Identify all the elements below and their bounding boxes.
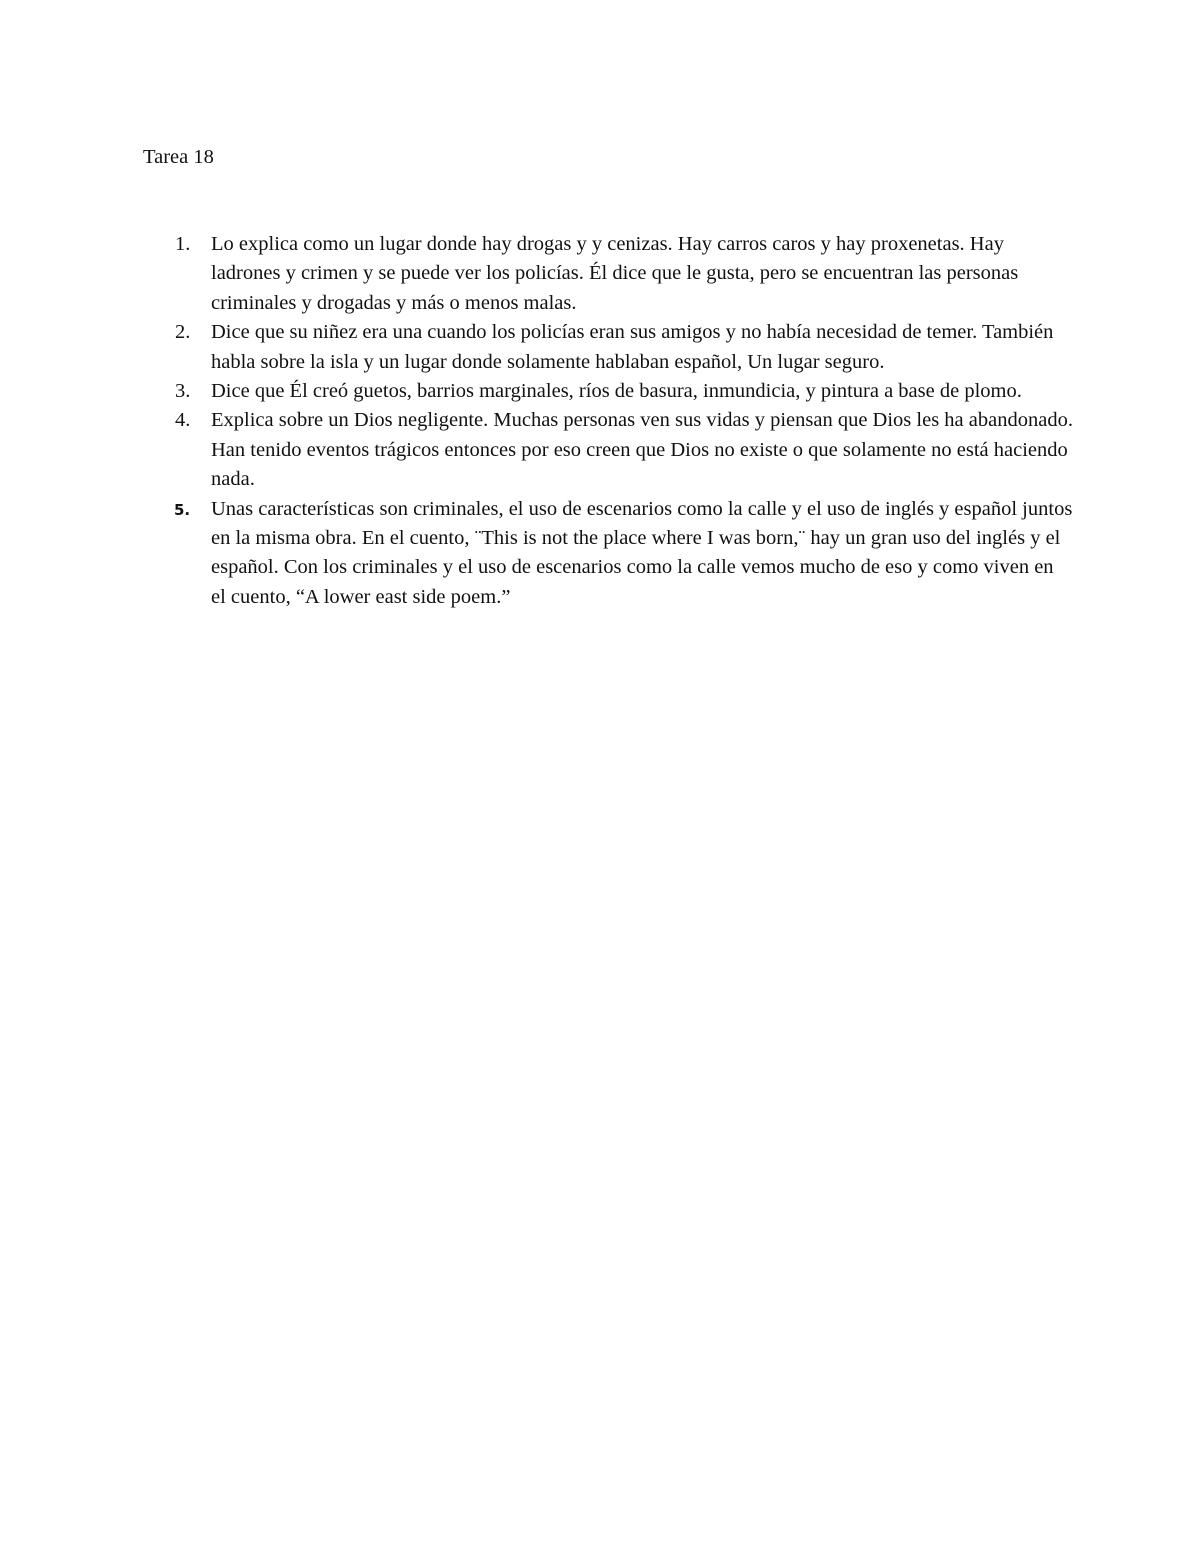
answer-item-1 <box>143 230 1073 318</box>
answer-number: 3. <box>175 380 191 403</box>
answer-list <box>143 230 1073 612</box>
answer-item-2 <box>143 318 1073 377</box>
answer-number: 2. <box>175 321 191 344</box>
answer-text: Dice que su niñez era una cuando los policías eran sus amigos y no había necesidad de temer. También habla sobre la isla y un lugar donde solamente hablaban español, Un lugar seguro. <box>211 321 1054 373</box>
answer-item-3 <box>143 377 1073 406</box>
answer-text: Lo explica como un lugar donde hay drogas y y cenizas. Hay carros caros y hay proxenetas. Hay ladrones y crimen y se puede ver los policías. Él dice que le gusta, pero se encuentran las personas criminales y drogadas y más o menos malas. <box>211 233 1019 314</box>
answer-text: Explica sobre un Dios negligente. Muchas personas ven sus vidas y piensan que Dios les ha abandonado. Han tenido eventos trágicos entonces por eso creen que Dios no existe o que solamente no está haciendo nada. <box>211 409 1073 491</box>
answer-item-5 <box>143 495 1073 613</box>
answer-text: Dice que Él creó guetos, barrios marginales, ríos de basura, inmundicia, y pintura a base de plomo. <box>211 380 1022 403</box>
answer-item-4 <box>143 406 1073 494</box>
answer-text: Unas características son criminales, el uso de escenarios como la calle y el uso de inglés y español juntos en la misma obra. En el cuento, ¨This is not the place where I was born,¨ hay un gran uso del inglés y el español. Con los criminales y el uso de escenarios como la calle vemos mucho de eso y como viven en el cuento, “A lower east side poem.” <box>211 497 1073 608</box>
answer-number: 1. <box>175 233 191 255</box>
answer-number: 4. <box>175 409 191 432</box>
page-title: Tarea 18 <box>143 146 214 168</box>
answer-number: 5. <box>174 500 191 519</box>
